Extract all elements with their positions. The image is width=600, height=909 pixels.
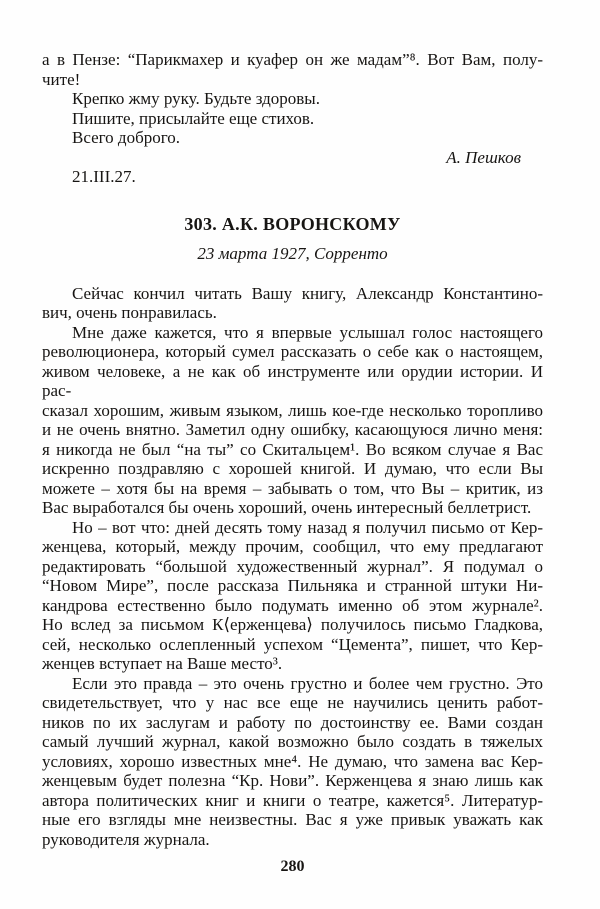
text-line: автора политических книг и книги о театре, кажется⁵. Литератур- (42, 790, 543, 810)
text-line: женцевым будет полезна “Кр. Нови”. Керженцева я знаю лишь как (42, 771, 543, 790)
text-line: Крепко жму руку. Будьте здоровы. (72, 89, 320, 108)
text-line: можете – хотя бы на время – забывать о том, что Вы – критик, из (42, 478, 543, 498)
text-line: руководителя журнала. (42, 829, 210, 849)
text-line: я никогда не был “на ты” со Скитальцем¹. Во всяком случае я Вас (42, 439, 543, 459)
text-line: кандрова естественно было подумать именно об этом журнале². (42, 595, 543, 615)
text-line: Вас выработался бы очень хороший, очень интересный беллетрист. (42, 498, 532, 517)
text-line: женцева, который, между прочим, сообщил, что ему предлагают (42, 537, 543, 556)
text-line: ные его взгляды мне неизвестны. Вас я уже привык уважать как (42, 810, 543, 829)
previous-letter-continuation (42, 50, 543, 89)
text-line: ников по их заслугам и работу по достоинству ее. Вами создан (42, 712, 543, 732)
text-line: Пишите, присылайте еще стихов. (72, 108, 315, 128)
text-line: революционера, который сумел рассказать о себе как о настоящем, (42, 342, 543, 361)
text-line: Всего доброго. (72, 128, 181, 147)
text-line: Сейчас кончил читать Вашу книгу, Александр Константино- (72, 283, 543, 303)
letter-dateline: 23 марта 1927, Сорренто (197, 243, 388, 263)
text-line: свидетельствует, что у нас все еще не научились ценить работ- (42, 693, 543, 712)
text-line: живом человеке, а не как об инструменте или орудии истории. И рас- (42, 361, 543, 400)
text-line: редактировать “большой художественный журнал”. Я подумал о (42, 556, 543, 576)
letter-heading: 303. А.К. ВОРОНСКОМУ (184, 213, 401, 234)
signature: А. Пешков (446, 147, 521, 167)
text-line: Мне даже кажется, что я впервые услышал голос настоящего (72, 322, 543, 342)
text-line: Но – вот что: дней десять тому назад я получил письмо от Кер- (72, 517, 543, 537)
text-line: сей, несколько ослепленный успехом “Цемента”, пишет, что Кер- (42, 634, 543, 654)
previous-letter-closing (42, 89, 543, 148)
letter-paragraph (42, 518, 543, 674)
text-line: искренно поздравляю с хорошей книгой. И думаю, что если Вы (42, 459, 543, 478)
text-line: чите! (42, 69, 81, 89)
letter-paragraph (42, 323, 543, 518)
previous-letter-date: 21.III.27. (72, 167, 136, 186)
page-number: 280 (280, 858, 305, 875)
text-line: вич, очень понравилась. (42, 303, 217, 322)
letter-paragraph (42, 674, 543, 850)
text-line: Если это правда – это очень грустно и более чем грустно. Это (72, 673, 543, 693)
text-line: женцев вступает на Ваше место³. (42, 654, 283, 673)
text-line: “Новом Мире”, после рассказа Пильняка и странной штуки Ни- (42, 576, 543, 595)
text-line: сказал хорошим, живым языком, лишь кое-где несколько торопливо (42, 400, 543, 420)
text-line: и не очень внятно. Заметил одну ошибку, касающуюся лично меня: (42, 420, 543, 439)
text-line: условиях, хорошо известных мне⁴. Не думаю, что замена вас Кер- (42, 751, 543, 771)
text-line: а в Пензе: “Парикмахер и куафер он же мадам”⁸. Вот Вам, полу- (42, 50, 543, 69)
text-line: самый лучший журнал, какой возможно было создать в тяжелых (42, 732, 543, 751)
letter-paragraph (42, 284, 543, 323)
text-line: Но вслед за письмом К⟨ерженцева⟩ получилось письмо Гладкова, (42, 615, 543, 634)
